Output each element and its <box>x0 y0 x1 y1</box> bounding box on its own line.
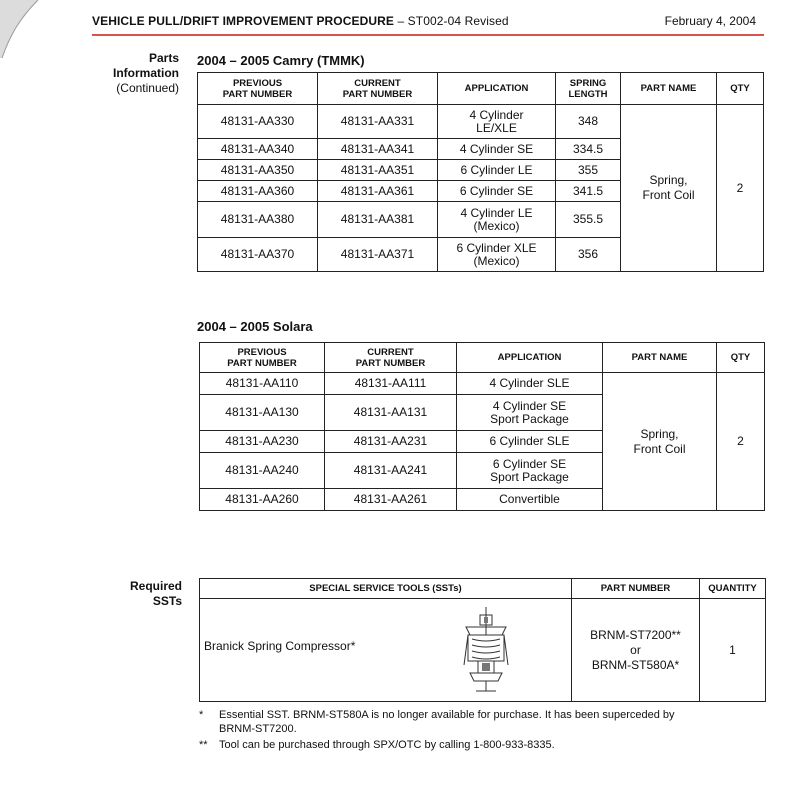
spring-length: 348 <box>556 105 621 139</box>
spring-length: 334.5 <box>556 139 621 160</box>
previous-part-number: 48131-AA260 <box>200 489 325 511</box>
current-part-number: 48131-AA381 <box>318 202 438 238</box>
spring-length: 355.5 <box>556 202 621 238</box>
sst-col-tools: SPECIAL SERVICE TOOLS (SSTs) <box>200 579 572 599</box>
parts-label-line2: Information <box>113 66 179 80</box>
solara-col-qty: QTY <box>717 343 765 373</box>
solara-section-title: 2004 – 2005 Solara <box>197 319 313 334</box>
camry-col-part-name: PART NAME <box>621 73 717 105</box>
previous-part-number: 48131-AA110 <box>200 373 325 395</box>
footnote-text: Tool can be purchased through SPX/OTC by calling 1-800-933-8335. <box>219 739 555 751</box>
table-row <box>198 105 764 139</box>
previous-part-number: 48131-AA380 <box>198 202 318 238</box>
application: 4 Cylinder SLE <box>457 373 603 395</box>
header-subtitle: – ST002-04 Revised <box>394 14 509 28</box>
current-part-number: 48131-AA231 <box>325 431 457 453</box>
current-part-number: 48131-AA331 <box>318 105 438 139</box>
application: 4 Cylinder LE (Mexico) <box>438 202 556 238</box>
solara-qty: 2 <box>717 373 765 511</box>
application: 6 Cylinder XLE (Mexico) <box>438 238 556 272</box>
application: 6 Cylinder SLE <box>457 431 603 453</box>
sst-label-line1: Required <box>129 579 182 593</box>
previous-part-number: 48131-AA230 <box>200 431 325 453</box>
sst-part-number-alternate: BRNM-ST580A* <box>591 657 680 672</box>
camry-col-application: APPLICATION <box>438 73 556 105</box>
footnote <box>199 708 699 736</box>
spring-length: 341.5 <box>556 181 621 202</box>
current-part-number: 48131-AA111 <box>325 373 457 395</box>
sst-label-line2: SSTs <box>152 594 182 608</box>
solara-col-previous: PREVIOUS PART NUMBER <box>200 343 325 373</box>
footnote-mark: ** <box>199 739 208 751</box>
table-row <box>200 599 766 702</box>
camry-section-title: 2004 – 2005 Camry (TMMK) <box>197 53 365 68</box>
header-title: VEHICLE PULL/DRIFT IMPROVEMENT PROCEDURE – ST002-04 Revised <box>92 14 509 28</box>
sst-part-number-primary: BRNM-ST7200** <box>590 627 681 642</box>
application: 4 Cylinder SE Sport Package <box>457 395 603 431</box>
application: 4 Cylinder LE/XLE <box>438 105 556 139</box>
required-ssts-label <box>130 579 182 609</box>
footnote-text: Essential SST. BRNM-ST580A is no longer available for purchase. It has been superceded by BRNM-ST7200. <box>219 709 675 735</box>
current-part-number: 48131-AA341 <box>318 139 438 160</box>
footnote <box>199 738 699 752</box>
application: 6 Cylinder SE <box>438 181 556 202</box>
camry-qty: 2 <box>717 105 764 272</box>
previous-part-number: 48131-AA360 <box>198 181 318 202</box>
previous-part-number: 48131-AA330 <box>198 105 318 139</box>
current-part-number: 48131-AA131 <box>325 395 457 431</box>
sst-part-number-or: or <box>630 642 641 657</box>
header-date: February 4, 2004 <box>664 14 756 28</box>
solara-part-name: Spring, Front Coil <box>603 373 717 511</box>
sst-table <box>199 578 766 702</box>
camry-col-qty: QTY <box>717 73 764 105</box>
spring-length: 355 <box>556 160 621 181</box>
camry-header-row <box>198 73 764 105</box>
application: 6 Cylinder SE Sport Package <box>457 453 603 489</box>
camry-col-current: CURRENT PART NUMBER <box>318 73 438 105</box>
sst-part-number-cell <box>572 599 700 702</box>
solara-col-application: APPLICATION <box>457 343 603 373</box>
camry-col-previous: PREVIOUS PART NUMBER <box>198 73 318 105</box>
previous-part-number: 48131-AA370 <box>198 238 318 272</box>
application: 6 Cylinder LE <box>438 160 556 181</box>
solara-col-part-name: PART NAME <box>603 343 717 373</box>
application: Convertible <box>457 489 603 511</box>
footnotes <box>199 708 699 754</box>
sst-col-quantity: QUANTITY <box>700 579 766 599</box>
tool-cell <box>200 599 572 702</box>
spring-length: 356 <box>556 238 621 272</box>
camry-part-name: Spring, Front Coil <box>621 105 717 272</box>
application: 4 Cylinder SE <box>438 139 556 160</box>
page-curl-decoration <box>0 0 40 60</box>
solara-col-current: CURRENT PART NUMBER <box>325 343 457 373</box>
parts-label-line3: (Continued) <box>116 81 179 95</box>
solara-header-row <box>200 343 765 373</box>
sst-quantity: 1 <box>700 599 766 702</box>
sst-header-row <box>200 579 766 599</box>
table-row <box>200 373 765 395</box>
spring-compressor-illustration <box>458 605 514 693</box>
current-part-number: 48131-AA361 <box>318 181 438 202</box>
previous-part-number: 48131-AA350 <box>198 160 318 181</box>
parts-information-label <box>113 51 179 96</box>
previous-part-number: 48131-AA340 <box>198 139 318 160</box>
solara-parts-table <box>199 342 765 511</box>
camry-col-spring-length: SPRING LENGTH <box>556 73 621 105</box>
current-part-number: 48131-AA261 <box>325 489 457 511</box>
page-header <box>92 12 764 36</box>
previous-part-number: 48131-AA240 <box>200 453 325 489</box>
current-part-number: 48131-AA351 <box>318 160 438 181</box>
current-part-number: 48131-AA241 <box>325 453 457 489</box>
previous-part-number: 48131-AA130 <box>200 395 325 431</box>
current-part-number: 48131-AA371 <box>318 238 438 272</box>
sst-col-part-number: PART NUMBER <box>572 579 700 599</box>
tool-name: Branick Spring Compressor* <box>204 639 356 653</box>
parts-label-line1: Parts <box>148 51 179 65</box>
camry-parts-table <box>197 72 764 272</box>
footnote-mark: * <box>199 709 204 721</box>
